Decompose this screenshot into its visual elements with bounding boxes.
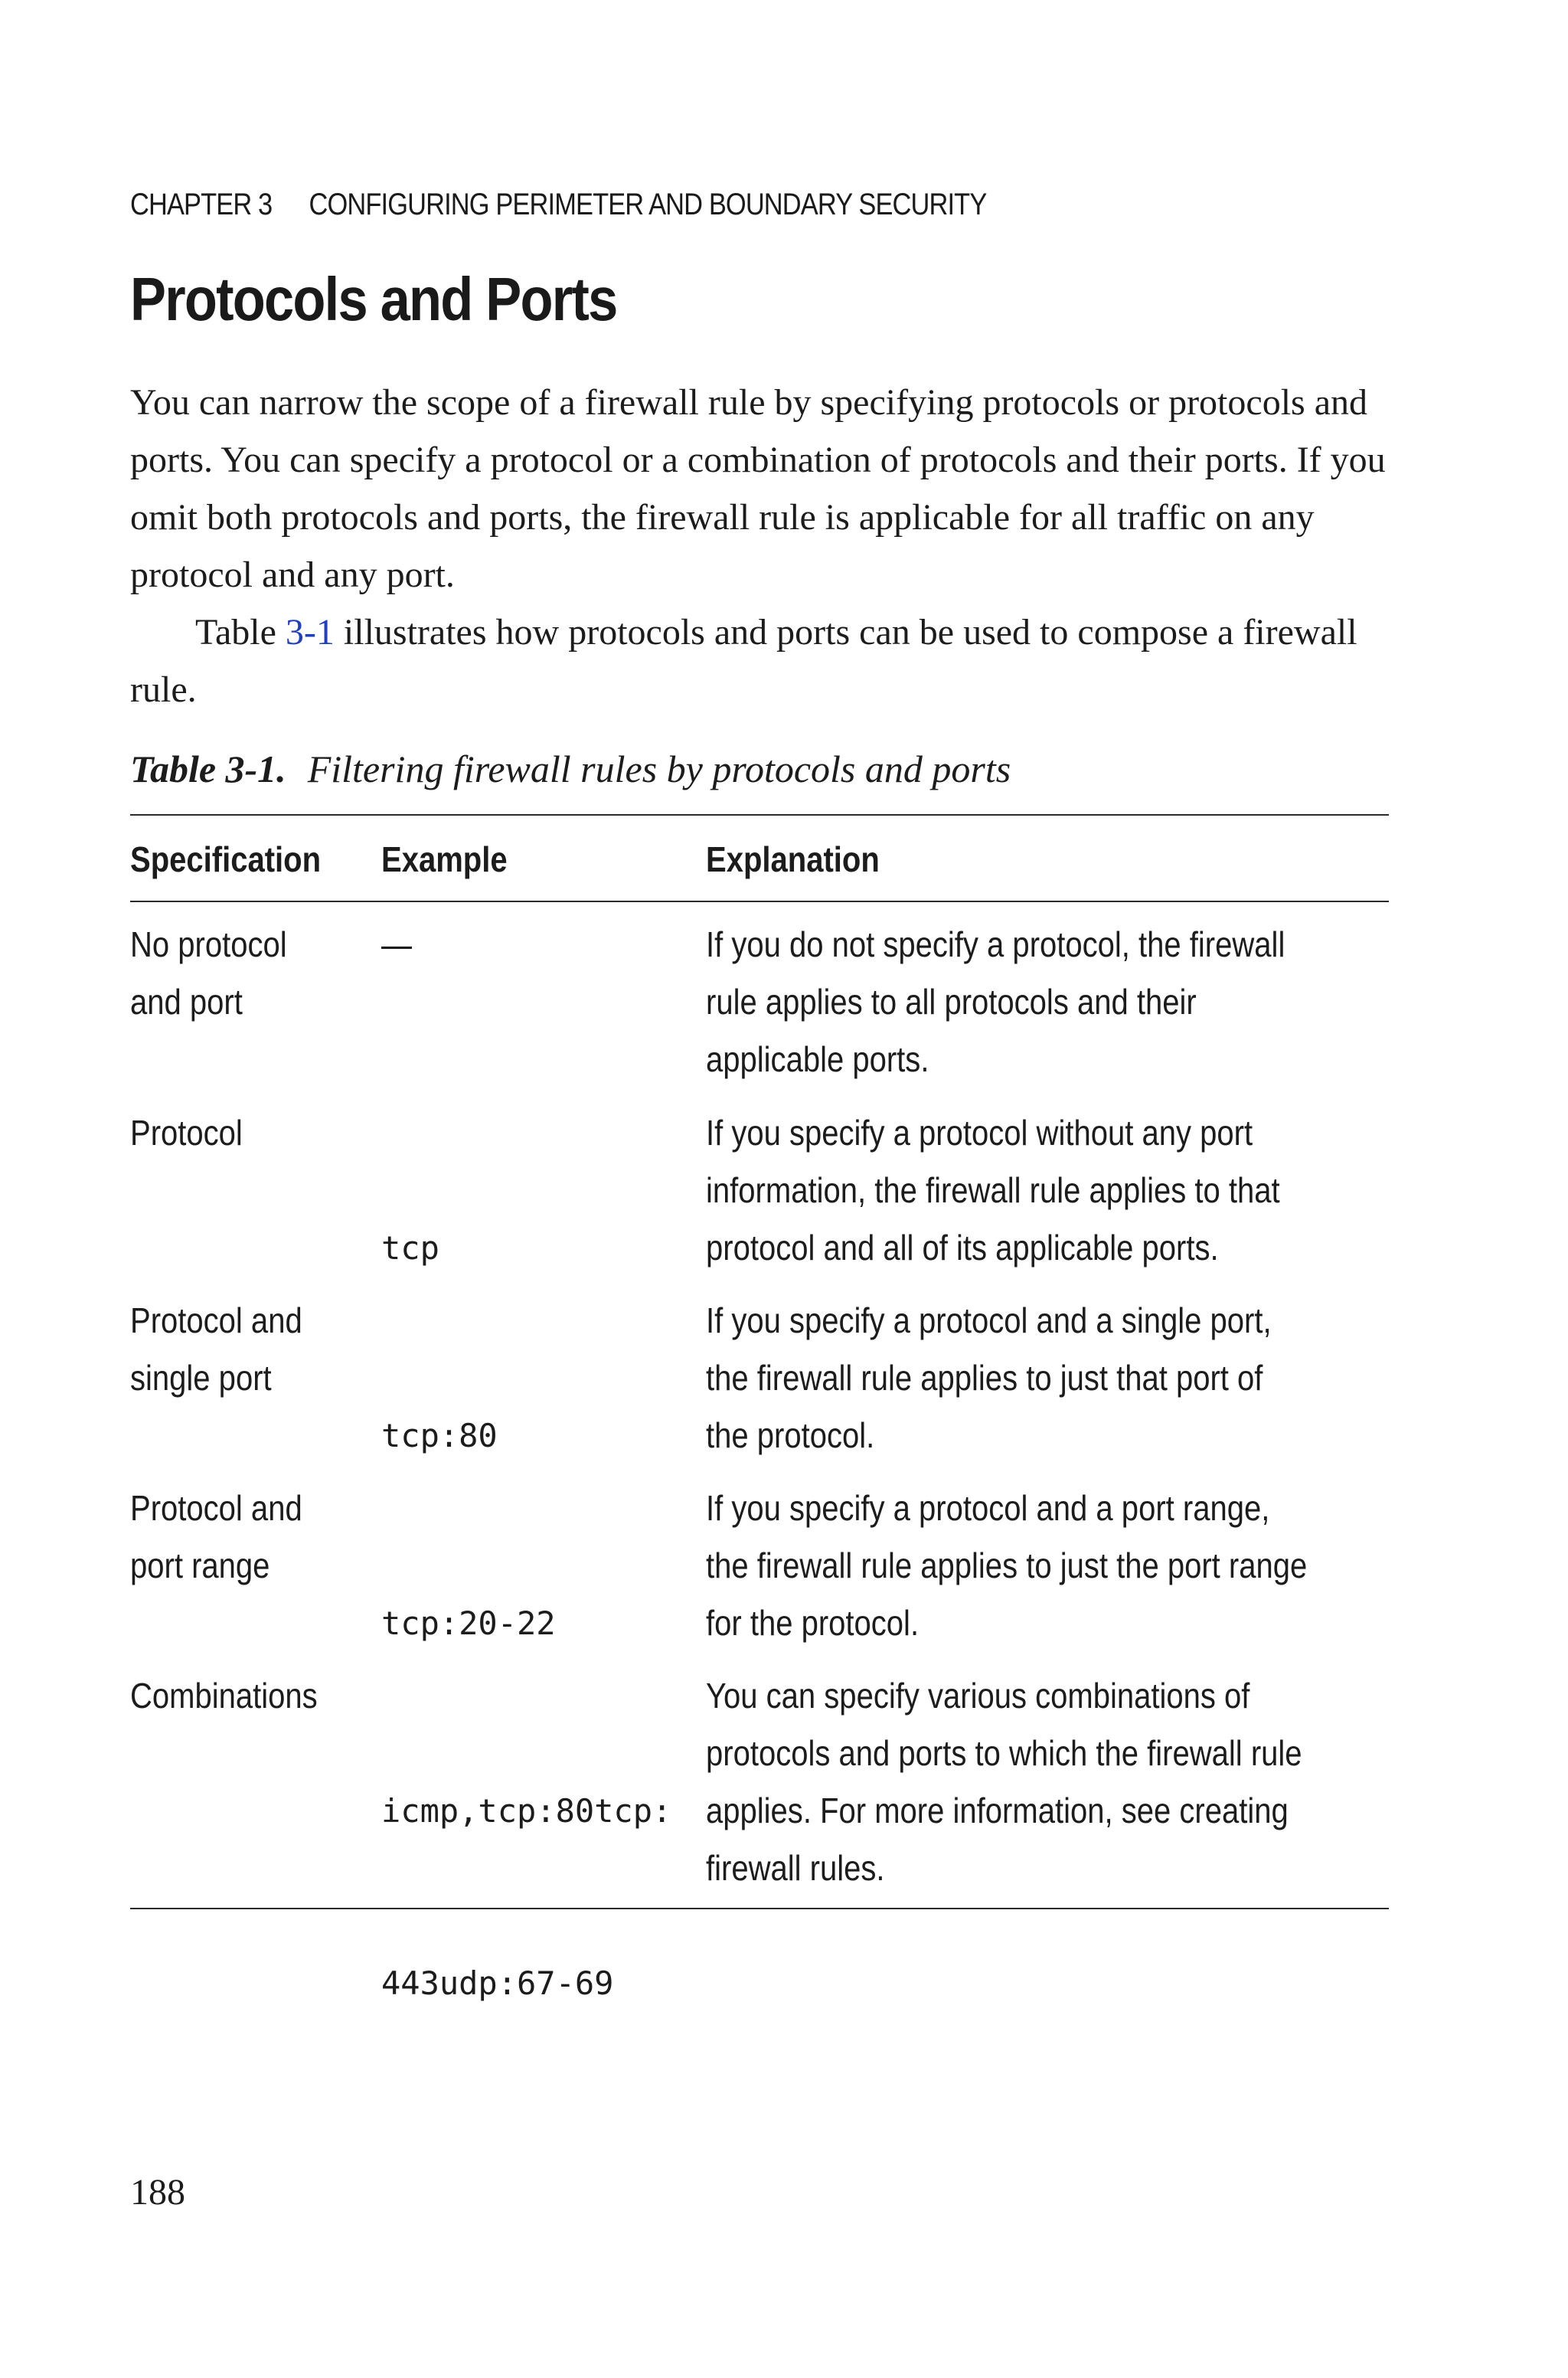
cell-line: tcp:20-22 [381, 1604, 556, 1642]
table-row-1-spec [130, 916, 377, 1031]
cell-line: the protocol. [706, 1415, 875, 1455]
table-header-explanation: Explanation [706, 839, 880, 879]
table-reference-link[interactable]: 3-1 [285, 612, 335, 653]
cell-line: and port [130, 982, 243, 1022]
table-row-4-spec [130, 1480, 377, 1595]
table-row-2-spec [130, 1104, 377, 1162]
paragraph-2 [130, 603, 1389, 718]
table-row-5-spec [130, 1667, 377, 1725]
table-row-1-explanation [706, 916, 1372, 1088]
page-number: 188 [130, 2172, 185, 2213]
table-header-example: Example [381, 839, 508, 879]
cell-line: Protocol and [130, 1300, 302, 1340]
cell-line: single port [130, 1358, 272, 1398]
chapter-title: CONFIGURING PERIMETER AND BOUNDARY SECURITY [309, 188, 987, 221]
chapter-label: CHAPTER 3 [130, 188, 273, 221]
running-head [130, 188, 986, 222]
table-top-rule [130, 814, 1389, 816]
table-header-rule [130, 901, 1389, 902]
cell-line: firewall rules. [706, 1848, 885, 1888]
cell-line: — [381, 924, 413, 964]
cell-line: rule applies to all protocols and their [706, 982, 1197, 1022]
cell-line: Combinations [130, 1676, 318, 1716]
table-row-3-spec [130, 1292, 377, 1407]
table-row-2-explanation [706, 1104, 1372, 1277]
table-caption [130, 747, 1011, 791]
section-title: Protocols and Ports [130, 265, 617, 333]
table-bottom-rule [130, 1908, 1389, 1909]
table-row-4-explanation [706, 1480, 1372, 1652]
cell-line: information, the firewall rule applies to that [706, 1170, 1280, 1210]
paragraph-1: You can narrow the scope of a firewall rule by specifying protocols or protocols and ports. You can specify a protocol or a combination of protocols and their ports. If you omit both protocols and ports, the firewall rule is applicable for all traffic on any protocol and any port. [130, 382, 1386, 595]
cell-line: If you specify a protocol and a port range, [706, 1488, 1270, 1528]
paragraph-2-rest: illustrates how protocols and ports can be used to compose a firewall rule. [130, 612, 1357, 710]
cell-line: for the protocol. [706, 1603, 920, 1643]
table-caption-label: Table 3-1. [130, 747, 286, 790]
body-text [130, 374, 1389, 718]
cell-line: protocols and ports to which the firewall rule [706, 1733, 1302, 1773]
cell-line: Protocol [130, 1113, 243, 1153]
table-row-5-example [381, 1667, 718, 2127]
cell-line: tcp [381, 1229, 439, 1267]
cell-line: 443udp:67-69 [381, 1964, 614, 2002]
table-row-1-example [381, 916, 675, 973]
table-header-specification: Specification [130, 839, 322, 879]
cell-line: If you do not specify a protocol, the firewall [706, 924, 1285, 964]
cell-line: If you specify a protocol and a single port, [706, 1300, 1272, 1340]
cell-line: icmp,tcp:80tcp: [381, 1792, 672, 1830]
table-caption-text: Filtering firewall rules by protocols and ports [307, 747, 1011, 790]
cell-line: tcp:80 [381, 1417, 498, 1454]
cell-line: If you specify a protocol without any port [706, 1113, 1253, 1153]
cell-line: applies. For more information, see creating [706, 1791, 1289, 1830]
cell-line: port range [130, 1546, 270, 1585]
cell-line: the firewall rule applies to just the port range [706, 1546, 1308, 1585]
table-row-3-explanation [706, 1292, 1372, 1464]
paragraph-2-lead: Table [195, 612, 286, 653]
cell-line: You can specify various combinations of [706, 1676, 1250, 1716]
cell-line: the firewall rule applies to just that port of [706, 1358, 1263, 1398]
cell-line: No protocol [130, 924, 287, 964]
cell-line: Protocol and [130, 1488, 302, 1528]
table-row-5-explanation [706, 1667, 1372, 1897]
cell-line: protocol and all of its applicable ports. [706, 1228, 1219, 1268]
cell-line: applicable ports. [706, 1039, 929, 1079]
